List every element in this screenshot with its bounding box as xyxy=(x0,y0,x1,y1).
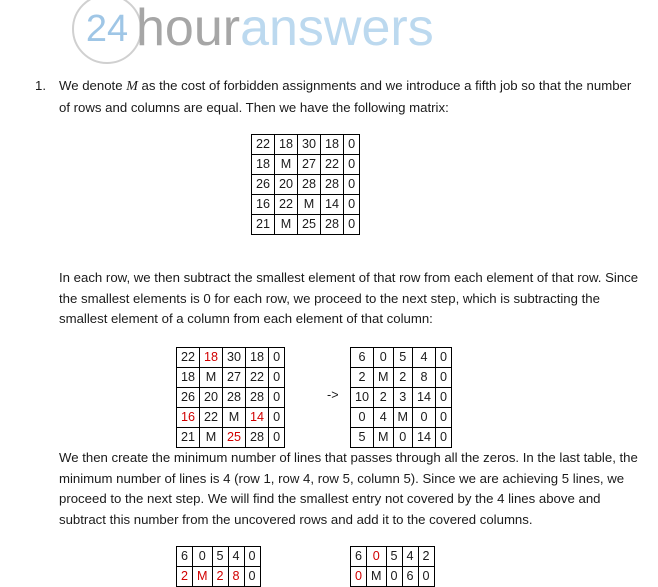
matrix-cell: M xyxy=(275,155,298,175)
matrix-cell: 4 xyxy=(402,547,418,567)
matrix-cell: 18 xyxy=(177,368,200,388)
matrix-cell: 18 xyxy=(321,135,344,155)
logo-wordmark xyxy=(136,0,434,57)
matrix-cell: 18 xyxy=(200,348,223,368)
matrix-cell: 28 xyxy=(321,215,344,235)
matrix-cell: 25 xyxy=(298,215,321,235)
matrix-cell: 22 xyxy=(200,408,223,428)
logo-circle xyxy=(72,0,142,64)
matrix-cell: 18 xyxy=(275,135,298,155)
matrix-cell: 4 xyxy=(413,348,436,368)
matrix-cell: 18 xyxy=(246,348,269,368)
matrix-cell: 30 xyxy=(298,135,321,155)
matrix-cell: 14 xyxy=(413,428,436,448)
matrix-row xyxy=(252,155,360,175)
matrix-row xyxy=(351,547,435,567)
matrix-cell: M xyxy=(298,195,321,215)
matrix-cell: 0 xyxy=(418,567,434,587)
matrix-cell: 0 xyxy=(193,547,213,567)
matrix-cell: 27 xyxy=(298,155,321,175)
transform-arrow: -> xyxy=(327,388,339,402)
matrix-cell: 26 xyxy=(177,388,200,408)
matrix-cell: 2 xyxy=(177,567,193,587)
matrix-cell: M xyxy=(374,428,394,448)
matrix-row xyxy=(351,408,452,428)
matrix-cell: 4 xyxy=(228,547,244,567)
matrix-cell: 0 xyxy=(269,388,285,408)
symbol-m: M xyxy=(126,79,138,94)
reduced-matrix xyxy=(350,347,452,448)
matrix-row xyxy=(177,408,285,428)
matrix-row xyxy=(351,368,452,388)
paragraph-2: In each row, we then subtract the smallest element of that row from each element of that row. Since the smallest elements is 0 for each row, we proceed to the next step, which is subtracting the smallest element of a column from each element of that column: xyxy=(59,270,639,327)
matrix-row xyxy=(252,195,360,215)
matrix-cell: 25 xyxy=(223,428,246,448)
paragraph-1-start: We denote xyxy=(59,78,127,93)
matrix-cell: 2 xyxy=(374,388,394,408)
matrix-row xyxy=(177,368,285,388)
original-matrix xyxy=(176,347,285,448)
matrix-cell: 14 xyxy=(321,195,344,215)
paragraph-3: We then create the minimum number of lines that passes through all the zeros. In the last table, the minimum number of lines is 4 (row 1, row 4, row 5, column 5). Since we are achieving 5 lines, we proceed to the next step. We will find the smallest entry not covered by the 4 lines above and subtract this number from the uncovered rows and add it to the covered columns. xyxy=(59,450,638,527)
matrix-cell: M xyxy=(223,408,246,428)
matrix-cell: 5 xyxy=(212,547,228,567)
matrix-cell: 21 xyxy=(177,428,200,448)
matrix-cell: 0 xyxy=(436,348,452,368)
matrix-cell: 3 xyxy=(393,388,413,408)
logo-word-answers: answers xyxy=(240,0,434,57)
matrix-cell: 28 xyxy=(246,428,269,448)
matrix-row xyxy=(177,388,285,408)
matrix-cell: 22 xyxy=(275,195,298,215)
matrix-cell: 6 xyxy=(402,567,418,587)
adjusted-matrix xyxy=(350,546,435,587)
matrix-cell: 0 xyxy=(436,388,452,408)
matrix-cell: 6 xyxy=(351,348,374,368)
matrix-cell: 22 xyxy=(252,135,275,155)
matrix-cell: 0 xyxy=(244,567,260,587)
matrix-cell: M xyxy=(193,567,213,587)
matrix-cell: 18 xyxy=(252,155,275,175)
matrix-cell: 0 xyxy=(344,135,360,155)
matrix-cell: 28 xyxy=(223,388,246,408)
matrix-row xyxy=(177,428,285,448)
matrix-cell: 28 xyxy=(321,175,344,195)
matrix-cell: 27 xyxy=(223,368,246,388)
matrix-cell: 6 xyxy=(351,547,367,567)
matrix-cell: 5 xyxy=(351,428,374,448)
matrix-cell: 4 xyxy=(374,408,394,428)
matrix-cell: 0 xyxy=(344,195,360,215)
matrix-cell: M xyxy=(393,408,413,428)
matrix-cell: M xyxy=(275,215,298,235)
matrix-cell: M xyxy=(367,567,387,587)
matrix-cell: 0 xyxy=(436,368,452,388)
cost-matrix xyxy=(251,134,360,235)
matrix-cell: 6 xyxy=(177,547,193,567)
matrix-cell: 28 xyxy=(246,388,269,408)
matrix-cell: 0 xyxy=(269,348,285,368)
matrix-cell: 5 xyxy=(393,348,413,368)
matrix-cell: 0 xyxy=(244,547,260,567)
matrix-cell: 16 xyxy=(252,195,275,215)
matrix-cell: 0 xyxy=(436,428,452,448)
matrix-row xyxy=(351,348,452,368)
matrix-cell: 0 xyxy=(269,368,285,388)
paragraph-1-end: as the cost of forbidden assignments and we introduce a fifth job so that the number of rows and columns are equal. Then we have the following matrix: xyxy=(59,78,632,115)
matrix-cell: 0 xyxy=(344,175,360,195)
matrix-cell: 16 xyxy=(177,408,200,428)
matrix-cell: 0 xyxy=(436,408,452,428)
matrix-row xyxy=(252,135,360,155)
matrix-cell: 0 xyxy=(269,428,285,448)
matrix-cell: 0 xyxy=(351,408,374,428)
matrix-cell: 20 xyxy=(200,388,223,408)
matrix-cell: 5 xyxy=(386,547,402,567)
matrix-cell: 26 xyxy=(252,175,275,195)
matrix-cell: 30 xyxy=(223,348,246,368)
matrix-cell: 20 xyxy=(275,175,298,195)
matrix-cell: 0 xyxy=(344,155,360,175)
matrix-cell: 22 xyxy=(246,368,269,388)
matrix-row xyxy=(177,547,261,567)
matrix-cell: 2 xyxy=(418,547,434,567)
matrix-cell: 2 xyxy=(393,368,413,388)
matrix-row xyxy=(252,215,360,235)
matrix-cell: 0 xyxy=(386,567,402,587)
matrix-row xyxy=(351,388,452,408)
matrix-cell: 14 xyxy=(246,408,269,428)
matrix-cell: 8 xyxy=(413,368,436,388)
matrix-cell: 0 xyxy=(413,408,436,428)
matrix-cell: 0 xyxy=(344,215,360,235)
matrix-row xyxy=(177,348,285,368)
matrix-cell: M xyxy=(200,428,223,448)
matrix-cell: 2 xyxy=(212,567,228,587)
matrix-cell: 0 xyxy=(269,408,285,428)
matrix-row xyxy=(351,428,452,448)
matrix-cell: 8 xyxy=(228,567,244,587)
matrix-cell: M xyxy=(374,368,394,388)
matrix-cell: 0 xyxy=(393,428,413,448)
matrix-cell: 28 xyxy=(298,175,321,195)
matrix-cell: 21 xyxy=(252,215,275,235)
matrix-cell: 0 xyxy=(367,547,387,567)
paragraph-1 xyxy=(59,76,644,118)
list-number: 1. xyxy=(35,78,46,93)
matrix-row xyxy=(252,175,360,195)
matrix-cell: 2 xyxy=(351,368,374,388)
logo-number: 24 xyxy=(85,7,129,50)
matrix-cell: 22 xyxy=(321,155,344,175)
logo xyxy=(72,0,434,66)
matrix-cell: 22 xyxy=(177,348,200,368)
covered-matrix xyxy=(176,546,261,587)
matrix-cell: 14 xyxy=(413,388,436,408)
logo-word-hour: hour xyxy=(136,0,241,57)
matrix-cell: 0 xyxy=(351,567,367,587)
matrix-cell: 0 xyxy=(374,348,394,368)
matrix-cell: 10 xyxy=(351,388,374,408)
matrix-cell: M xyxy=(200,368,223,388)
